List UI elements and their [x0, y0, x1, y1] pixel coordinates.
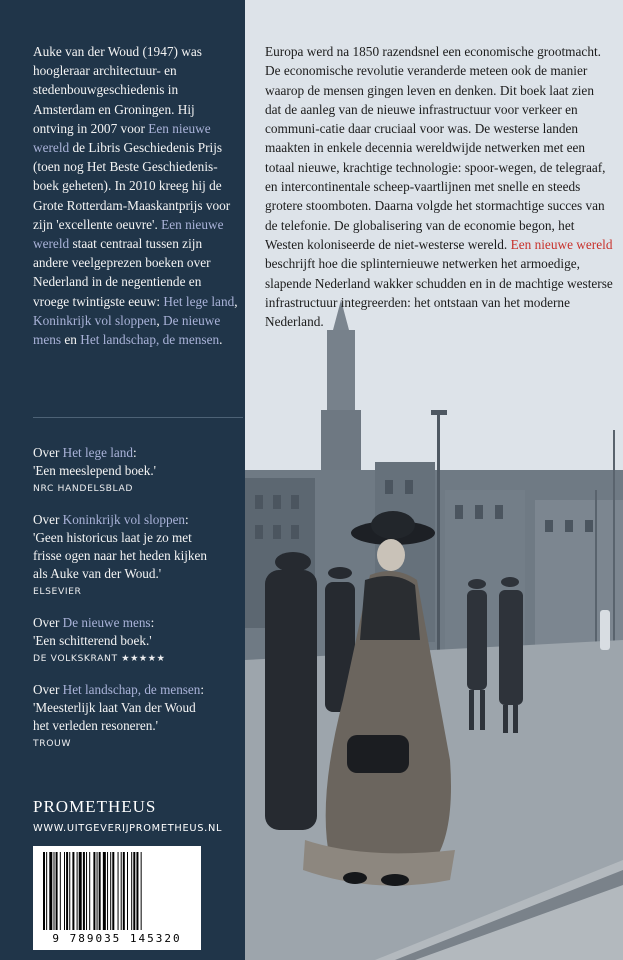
barcode-bar [56, 852, 58, 930]
barcode-bar [64, 852, 65, 930]
barcode-bar [77, 852, 78, 930]
bio-end: . [219, 332, 223, 348]
quote-heading: Over Het landschap, de mensen: [33, 682, 205, 697]
barcode-bar [83, 852, 85, 930]
barcode-bar [54, 852, 55, 930]
bio-book-title: Een nieuwe wereld [33, 216, 224, 252]
quote-book-title: Het landschap, de mensen [62, 682, 201, 697]
barcode-bar [141, 852, 142, 930]
quote-text: 'Geen historicus laat je zo met [33, 530, 192, 545]
barcode-bar [43, 852, 45, 930]
quote-book-title: Het lege land [62, 445, 133, 460]
quote-text: het verleden resoneren.' [33, 718, 159, 733]
barcode-bar [79, 852, 82, 930]
divider [33, 417, 243, 418]
barcode-bar [97, 852, 98, 930]
bio-book-title: Koninkrijk vol sloppen [33, 312, 157, 328]
barcode-bar [123, 852, 125, 930]
publisher-logo: PROMETHEUS [33, 797, 157, 816]
quote-heading: Over Het lege land: [33, 445, 137, 460]
quote-text: 'Meesterlijk laat Van der Woud [33, 700, 196, 715]
barcode-bar [112, 852, 114, 930]
bio-book-title: De nieuwe mens [33, 312, 221, 348]
quote-text: 'Een schitterend boek.' [33, 633, 152, 648]
barcode-bar [49, 852, 52, 930]
quote-source: TROUW [33, 738, 72, 749]
barcode-bar [133, 852, 135, 930]
bio-book-title: Het lege land [163, 293, 235, 309]
description-text: Europa werd na 1850 razendsnel een economische grootmacht. De economische revolutie veranderde meteen ook de manier waarop de mensen gingen leven en denken. Dit boek laat zien dat de aanleg van de nieuwe infrastructuur voor verkeer en communi-catie daar cruciaal voor was. De westerse landen maakten in enkele decennia wereldwijde netwerken met een totaal nieuwe, krachtige technologie: spoor-wegen, de telegraaf, en intercontinentale scheep-vaartlijnen met snelle en steeds grotere stoomboten. Daarna volgde het stormachtige succes van de telefonie. De globalisering van de economie begon, het Westen koloniseerde de niet-westerse wereld. [265, 44, 606, 252]
review-quote [33, 444, 245, 494]
quote-source: NRC HANDELSBLAD [33, 483, 134, 494]
barcode-bar [136, 852, 138, 930]
review-quote [33, 614, 245, 664]
publisher-url: WWW.UITGEVERIJPROMETHEUS.NL [33, 823, 223, 834]
barcode-bars [43, 852, 191, 930]
barcode-bar [110, 852, 111, 930]
bio-text: Auke van der Woud (1947) was hoogleraar architectuur- en stedenbouwgeschiedenis in Amsterdam en Groningen. Hij ontving in 2007 voor [33, 44, 202, 136]
barcode-bar [46, 852, 47, 930]
cover-photo [245, 0, 623, 960]
barcode-number: 9 789035 145320 [52, 932, 182, 945]
quote-heading: Over Koninkrijk vol sloppen: [33, 512, 189, 527]
barcode [33, 846, 201, 950]
quote-text: frisse ogen naar het heden kijken [33, 548, 207, 563]
barcode-bar [103, 852, 106, 930]
barcode-bar [118, 852, 119, 930]
barcode-bar [107, 852, 108, 930]
barcode-bar [66, 852, 68, 930]
bio-separator: , [234, 293, 238, 309]
quote-book-title: Koninkrijk vol sloppen [62, 512, 186, 527]
quote-text: 'Een meeslepend boek.' [33, 463, 157, 478]
handbag [347, 735, 409, 773]
quote-book-title: De nieuwe mens [62, 615, 151, 630]
bio-separator: , [156, 312, 164, 328]
barcode-bar [121, 852, 122, 930]
author-bio [33, 42, 238, 349]
review-quote [33, 681, 245, 749]
review-quote [33, 511, 245, 597]
barcode-bar [99, 852, 101, 930]
barcode-bar [69, 852, 70, 930]
review-quotes [33, 444, 245, 766]
description-book-title: Een nieuwe wereld [510, 236, 613, 252]
barcode-bar [131, 852, 132, 930]
bio-book-title: Een nieuwe wereld [33, 120, 211, 156]
left-column [0, 0, 245, 960]
barcode-bar [89, 852, 90, 930]
barcode-bar [127, 852, 128, 930]
bio-separator: en [61, 332, 81, 348]
bio-text: de Libris Geschiedenis Prijs (toen nog Het Beste Geschiedenis-boek geheten). In 2010 kreeg hij de Grote Rotterdam-Maaskantprijs voor zijn 'excellente oeuvre'. [33, 140, 231, 232]
quote-heading: Over De nieuwe mens: [33, 615, 155, 630]
quote-source: ELSEVIER [33, 586, 82, 597]
description-text: beschrijft hoe die splinternieuwe netwerken het armoedige, slapende Nederland wakker schudden en in de machtige westerse infrastructuur integreerden: het ontstaan van het moderne Nederland. [265, 256, 613, 330]
bio-book-title: Het landschap, de mensen [80, 332, 220, 348]
barcode-bar [60, 852, 61, 930]
barcode-bar [72, 852, 74, 930]
quote-text: als Auke van der Woud.' [33, 566, 162, 581]
book-description [265, 42, 613, 331]
quote-source: DE VOLKSKRANT ★★★★★ [33, 653, 166, 664]
bio-text: staat centraal tussen zijn andere veelgeprezen boeken over Nederland in de negentiende en vroege twintigste eeuw: [33, 236, 211, 309]
barcode-bar [93, 852, 95, 930]
barcode-bar [86, 852, 87, 930]
